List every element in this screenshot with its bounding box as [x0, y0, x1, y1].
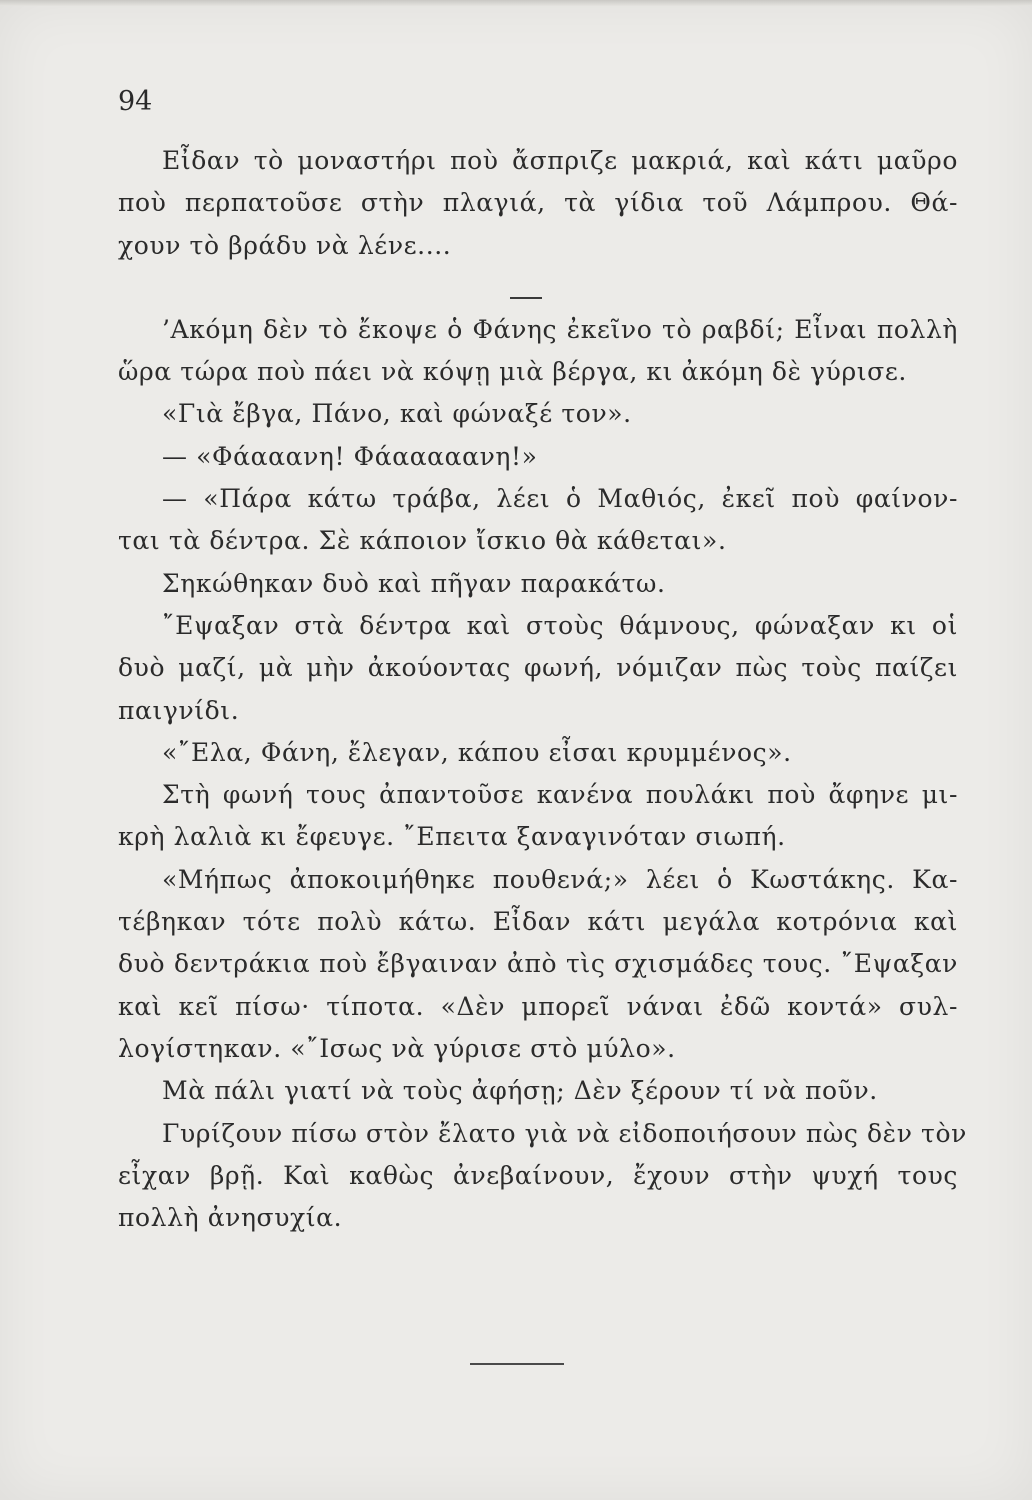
text-line: Σηκώθηκαν δυὸ καὶ πῆγαν παρακάτω. — [162, 568, 666, 598]
end-of-chapter-rule — [470, 1363, 564, 1365]
text-section-2 — [118, 309, 967, 1240]
text-line: παιγνίδι. — [118, 695, 240, 725]
text-line: Μὰ πάλι γιατί νὰ τοὺς ἀφήσῃ; Δὲν ξέρουν τί νὰ ποῦν. — [162, 1076, 878, 1106]
text-line: Γυρίζουν πίσω στὸν ἔλατο γιὰ νὰ εἰδοποιήσουν πὼς δὲν τὸν — [162, 1118, 967, 1148]
text-line: καὶ κεῖ πίσω· τίποτα. «Δὲν μπορεῖ νάναι ἐδῶ κοντά» συλ- — [118, 991, 958, 1021]
body-text — [118, 140, 967, 1239]
text-line: πολλὴ ἀνησυχία. — [118, 1203, 343, 1233]
page-top-edge — [0, 0, 1032, 6]
text-line: «῎Ελα, Φάνη, ἔλεγαν, κάπου εἶσαι κρυμμένος». — [162, 737, 792, 767]
text-line: ’Ακόμη δὲν τὸ ἔκοψε ὁ Φάνης ἐκεῖνο τὸ ραβδί; Εἶναι πολλὴ — [162, 314, 958, 344]
text-line: δυὸ δεντράκια ποὺ ἔβγαιναν ἀπὸ τὶς σχισμάδες τους. ῎Εψαξαν — [118, 949, 958, 979]
section-gap — [118, 267, 958, 309]
text-line: ὥρα τώρα ποὺ πάει νὰ κόψῃ μιὰ βέργα, κι ἀκόμη δὲ γύρισε. — [118, 357, 907, 387]
text-line: λογίστηκαν. «῎Ισως νὰ γύρισε στὸ μύλο». — [118, 1033, 676, 1063]
text-line: «Μήπως ἀποκοιμήθηκε πουθενά;» λέει ὁ Κωστάκης. Κα- — [162, 864, 958, 894]
text-line: — «Πάρα κάτω τράβα, λέει ὁ Μαθιός, ἐκεῖ ποὺ φαίνον- — [162, 484, 958, 514]
text-line: δυὸ μαζί, μὰ μὴν ἀκούοντας φωνή, νόμιζαν πὼς τοὺς παίζει — [118, 653, 958, 683]
text-line: εἶχαν βρῇ. Καὶ καθὼς ἀνεβαίνουν, ἔχουν στὴν ψυχή τους — [118, 1160, 958, 1190]
text-line: ῎Εψαξαν στὰ δέντρα καὶ στοὺς θάμνους, φώναξαν κι οἱ — [162, 610, 958, 640]
text-line: Εἶδαν τὸ μοναστήρι ποὺ ἄσπριζε μακριά, καὶ κάτι μαῦρο — [162, 146, 958, 175]
section-separator — [510, 297, 542, 299]
text-line: κρὴ λαλιὰ κι ἔφευγε. ῎Επειτα ξαναγινόταν σιωπή. — [118, 822, 786, 852]
text-line: «Γιὰ ἔβγα, Πάνο, καὶ φώναξέ τον». — [162, 399, 632, 429]
text-line: Στὴ φωνή τους ἀπαντοῦσε κανένα πουλάκι ποὺ ἄφηνε μι- — [162, 780, 958, 810]
page-number: 94 — [118, 86, 153, 117]
text-line: — «Φάααανη! Φάααααανη!» — [162, 441, 538, 471]
text-line: ται τὰ δέντρα. Σὲ κάποιον ἴσκιο θὰ κάθεται». — [118, 526, 727, 556]
text-line: χουν τὸ βράδυ νὰ λένε.... — [118, 230, 452, 260]
text-line: τέβηκαν τότε πολὺ κάτω. Εἶδαν κάτι μεγάλα κοτρόνια καὶ — [118, 907, 958, 937]
text-section-1 — [118, 140, 958, 267]
text-line: ποὺ περπατοῦσε στὴν πλαγιά, τὰ γίδια τοῦ Λάμπρου. Θά- — [118, 188, 958, 218]
